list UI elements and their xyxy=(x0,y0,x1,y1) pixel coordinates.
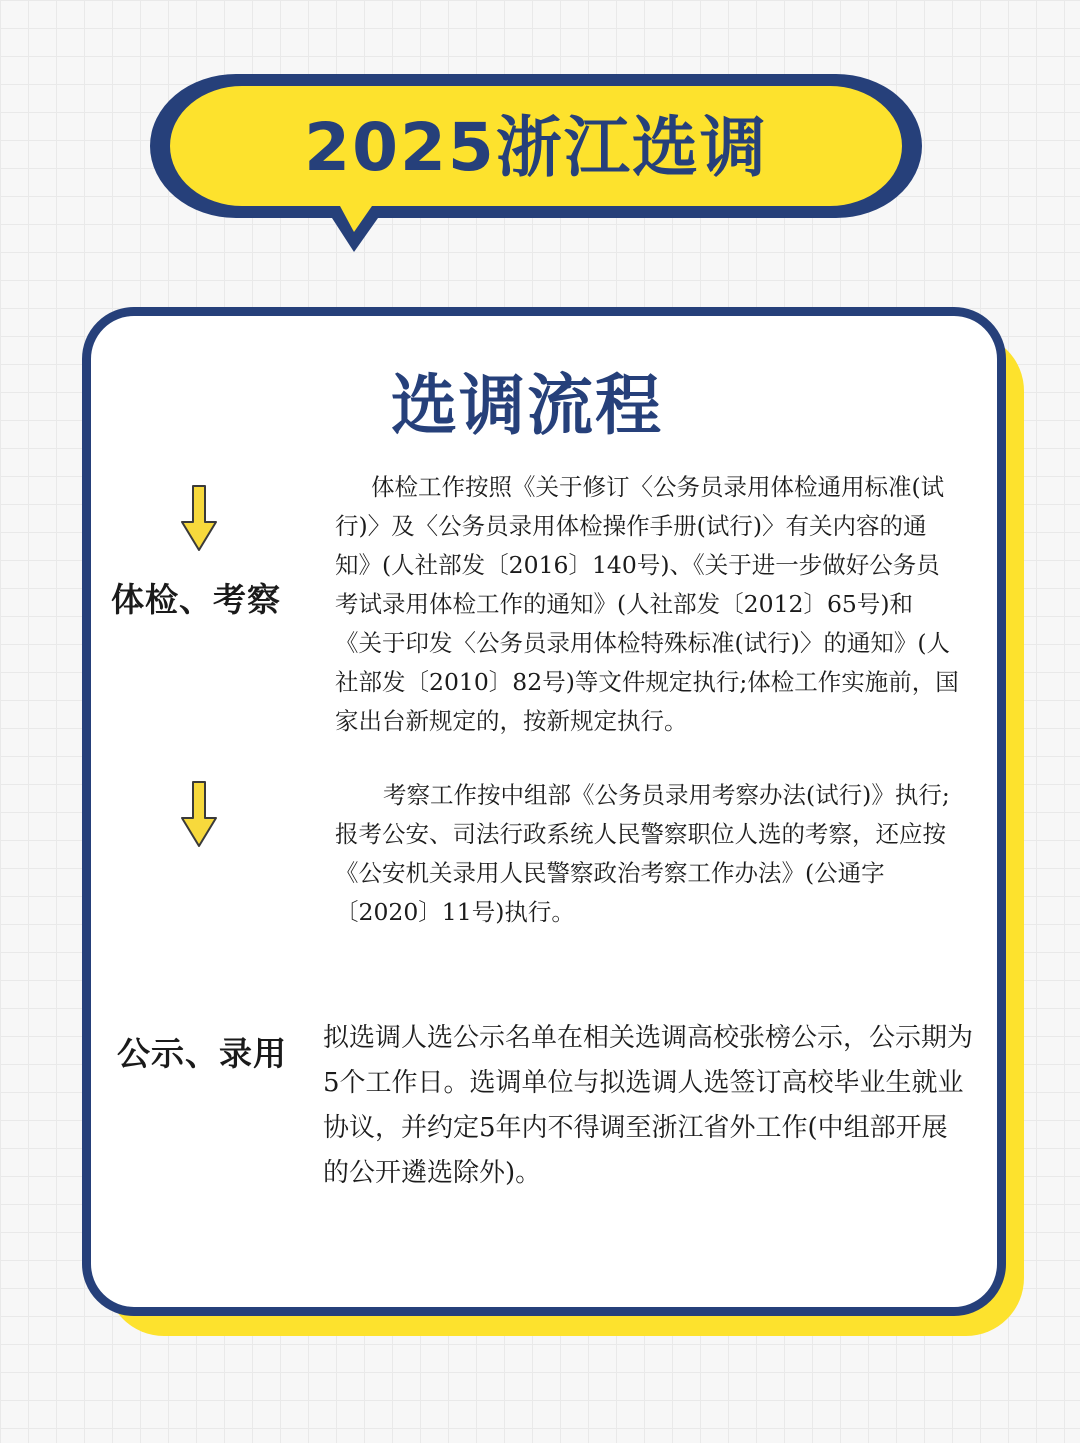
inspection-paragraph: 考察工作按中组部《公务员录用考察办法(试行)》执行;报考公安、司法行政系统人民警察职位人选的考察，还应按《公安机关录用人民警察政治考察工作办法》(公通字〔2020〕11号)执行。 xyxy=(335,781,950,926)
down-arrow-icon xyxy=(179,484,219,554)
title-bubble xyxy=(146,70,926,255)
card-title: 选调流程 xyxy=(391,367,663,444)
exam-paragraph: 体检工作按照《关于修订〈公务员录用体检通用标准(试行)〉及〈公务员录用体检操作手册(试行)〉有关内容的通知》(人社部发〔2016〕140号)、《关于进一步做好公务员考试录用体检工作的通知》(人社部发〔2012〕65号)和《关于印发〈公务员录用体检特殊标准(试行)〉的通知》(人社部发〔2010〕82号)等文件规定执行;体检工作实施前，国家出台新规定的，按新规定执行。 xyxy=(335,473,959,735)
stage-label-exam: 体检、考察 xyxy=(111,580,281,619)
publicity-paragraph: 拟选调人选公示名单在相关选调高校张榜公示，公示期为5个工作日。选调单位与拟选调人选签订高校毕业生就业协议，并约定5年内不得调至浙江省外工作(中组部开展的公开遴选除外)。 xyxy=(323,1023,974,1188)
down-arrow-icon xyxy=(179,780,219,850)
stage-label-publicity: 公示、录用 xyxy=(117,1034,287,1073)
page-title: 2025浙江选调 xyxy=(304,109,768,186)
process-card xyxy=(82,307,1006,1316)
